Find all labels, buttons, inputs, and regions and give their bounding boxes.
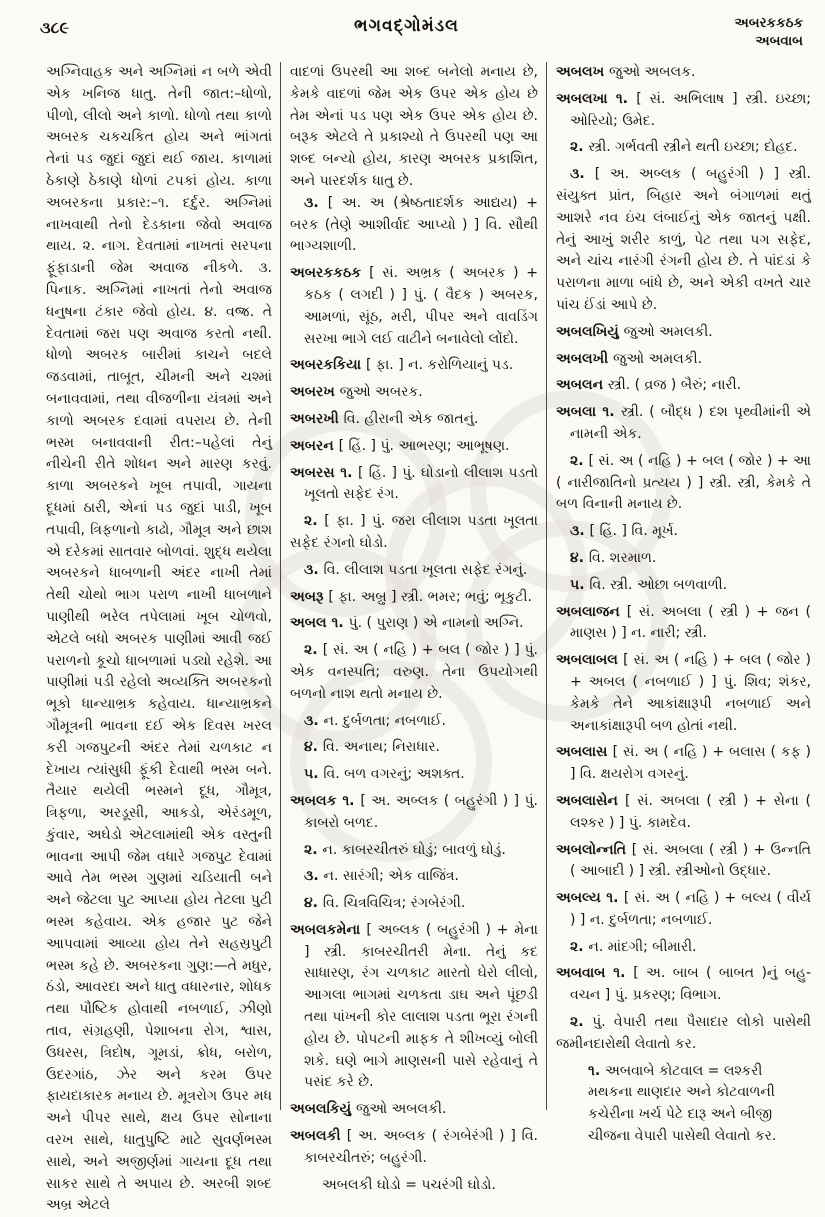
- dictionary-entry: અબલા ૧. સ્ત્રી. ( બૌદ્ધ ) દશ પૃથ્વીમાંની એ નામની એક.: [556, 404, 812, 442]
- headword: અબલ્ય ૧.: [556, 890, 624, 907]
- headword: ૩.: [570, 166, 595, 183]
- page-number: ૩૮૯: [40, 18, 69, 37]
- headword: ૫.: [304, 766, 324, 783]
- entry-sense: ૫. વિ. સ્ત્રી. ઓછા બળવાળી.: [570, 576, 728, 593]
- headword: અબરન: [290, 437, 339, 454]
- entry-sense: ૩. [ હિં. ] વિ. મૂર્ખ.: [570, 523, 679, 540]
- headword: ૨.: [304, 841, 323, 858]
- entry-sense: ૨. [ સં. અ ( નહિ ) + બલ ( જોર ) + આ ( નારીજાતિનો પ્રત્યય ) ] સ્ત્રી. સ્ત્રી, કેમકે તે બળ વિનાની મનાય છે.: [556, 452, 811, 513]
- dictionary-entry: અબરન [ હિં. ] પું. આભરણ; આભૂષણ.: [290, 437, 510, 454]
- headword: અબલા ૧.: [556, 404, 622, 421]
- guide-words: [653, 14, 803, 50]
- text-paragraph: અગ્નિવાહક અને અગ્નિમાં ન બળે એવી એક ખનિજ ધાતુ. તેની જાત:–ધોળો, પીળો, લીલો અને કાળો. ધોળો તથા કાળો અબરક ચકચકિત હોય અને ભાંગતાં તેનાં પડ જુદાં જુદાં થઈ જાય. કાળામાં ઠેકાણે ઠેકાણે ધોળાં ટપકાં હોય. કાળા અબરકના પ્રકાર:–૧. દર્દુર. અગ્નિમાં નાખવાથી તેનો દેડકાના જેવો અવાજ થાય. ૨. નાગ. દેવતામાં નાખતાં સરપના ફૂંફાડાની જેમ અવાજ નીકળે. ૩. પિનાક. અગ્નિમાં નાખતાં તેનો અવાજ ધનુષના ટંકાર જેવો હોય. ૪. વજ્ર. તે દેવતામાં જરા પણ અવાજ કરતો નથી. ધોળો અબરક બારીમાં કાચને બદલે જડવામાં, તાબૂત, ચીમની અને ચશ્માં બનાવવામાં, તથા વીજળીના યંત્રમાં અને કાળો અબરક દવામાં વપરાય છે. તેની ભસ્મ બનાવવાની રીત:–પહેલાં તેનું નીચેની રીતે શોધન અને મારણ કરવું. કાળા અબરકને ખૂબ તપાવી, ગાયના દૂધમાં ઠારી, એનાં પડ જુદાં પાડી, ખૂબ તપાવી, ત્રિફળાનો કાઢો, ગૌમૂત્ર અને છાશ એ દરેકમાં સાતવાર બોળવાં. શુદ્ધ થયેલા અબરકને ધાબળાની અંદર નાખી તેમાં તેથી ચોથો ભાગ પરાળ નાખી ધાબળાને પાણીથી ભરેલ તપેલામાં ખૂબ ચોળવો, એટલે બધો અબરક પાણીમાં આવી જઈ પરાળનો કૂચો ધાબળામાં પડ્યો રહેશે. આ પાણીમાં પડી રહેલો અવ્યક્તિ અબરકનો ભૂકો ધાન્યાભ્રક કહેવાય. ધાન્યાભ્રકને ગૌમૂત્રની ભાવના દઈ એક દિવસ ખરલ કરી ગજપુટની અંદર તેમાં ચળકાટ ન દેખાય ત્યાંસુધી ફૂંકી દેવાથી ભસ્મ બને. તૈયાર થયેલી ભસ્મને દૂધ, ગૌમૂત્ર, ત્રિફળા, અરડૂસી, આકડો, એરંડમૂળ, કુંવાર, અઘેડો એટલામાંથી એક વસ્તુની ભાવના આપી જેમ વધારે ગજપુટ દેવામાં આવે તેમ ભસ્મ ગુણમાં ચડિયાતી બને અને જેટલા પુટ આપ્યા હોય તેટલા પુટી ભસ્મ કહેવાય. એક હજાર પુટ જેને આપવામાં આવ્યા હોય તેને સહસ્રપુટી ભસ્મ કહે છે. અબરકના ગુણ:—તે મધુર, ઠંડો, આવરદા અને ધાતુ વધારનાર, શોધક તથા પૌષ્ટિક હોવાથી નબળાઈ, ઝીણો તાવ, સંગ્રહણી, પેશાબના રોગ, શ્વાસ, ઉધરસ, ત્રિદોષ, ગૂમડાં, ક્રોધ, બરોળ, ઉદરગાંઠ, ઝેર અને કરમ ઉપર ફાયદાકારક મનાય છે. મૂત્રરોગ ઉપર મધ અને પીપર સાથે, ક્ષય ઉપર સોનાના વરખ સાથે, ધાતુપુષ્ટિ માટે સુવર્ણભસ્મ સાથે, અને અજીર્ણમાં ગાયના દૂધ તથા સાકર સાથે તે અપાય છે. અરબી શબ્દ અબ્ર એટલે: [46, 64, 272, 1214]
- headword: અબલખ: [556, 64, 609, 80]
- headword: ૨.: [570, 938, 589, 955]
- dictionary-entry: અબલખા ૧. [ સં. અભિલાષ ] સ્ત્રી. ઇચ્છા; ઓરિયો; ઉમેદ.: [556, 90, 811, 129]
- dictionary-entry: અબવાબ ૧. [ અ. બાબ ( બાબત )નું બહુવચન ] પું. પ્રકરણ; વિભાગ.: [556, 965, 811, 1004]
- idiom-line: અબલકી ઘોડો = પચરંગી ઘોડો.: [322, 1176, 496, 1193]
- entry-sense: ૩. ન. દુર્બળતા; નબળાઈ.: [304, 712, 447, 729]
- dictionary-entry: અબરૂ [ ફા. અબ્રુ ] સ્ત્રી. ભમર; ભવું; ભૃકુટી.: [290, 588, 532, 605]
- headword: અબલખી: [556, 350, 613, 367]
- entry-sense: ૨. ન. કાબરચીતરું ઘોડું; બાવળું ઘોડું.: [304, 841, 506, 858]
- headword: અબલકી: [290, 1128, 347, 1145]
- entry-sense: ૩. [ અ. અ (શ્રેષ્ઠતાદર્શક આદ્યય) + બરક (તેણે આશીર્વાદ આપ્યો ) ] વિ. સૌથી ભાગ્યશાળી.: [290, 194, 538, 255]
- headword: અબવાબ ૧.: [556, 965, 634, 982]
- entry-sense: ૪. વિ. ચિત્રવિચિત્ર; રંગબેરંગી.: [304, 895, 466, 912]
- dictionary-entry: અબલોન્નતિ [ સં. અબલા ( સ્ત્રી ) + ઉન્નતિ ( આબાદી ) ] સ્ત્રી. સ્ત્રીઓનો ઉદ્ધાર.: [556, 841, 811, 880]
- columns-container: [0, 62, 825, 1214]
- guide-word-last: અબવાબ: [755, 33, 803, 49]
- headword: અબલાસેન: [556, 792, 625, 809]
- dictionary-entry: અબરકકઠક [ સં. અભ્રક ( અબરક ) + કઠક ( લગદી ) ] પું. ( વૈદક ) અબરક, આમળાં, સૂંઠ, મરી, પીપર અને વાવડિંગ સરખા ભાગે લઈ વાટીને બનાવેલો લોંદો.: [290, 265, 538, 347]
- column-2: [280, 62, 546, 1193]
- headword: ૪.: [570, 549, 589, 566]
- dictionary-entry: અબરખ જુઓ અબરક.: [290, 384, 423, 401]
- entry-sense: ૨. સ્ત્રી. ગર્ભવતી સ્ત્રીને થતી ઇચ્છા; દોહદ.: [570, 139, 798, 156]
- book-title: ભગવદ્ગોમંડલ: [354, 16, 459, 36]
- headword: અબરખ: [290, 384, 340, 401]
- headword: અબલખા ૧.: [556, 90, 637, 107]
- headword: અબલાસ: [556, 744, 613, 761]
- headword: ૨.: [304, 513, 325, 530]
- dictionary-entry: અબલક ૧. [ અ. અબ્લક ( બહુરંગી ) ] પું. કાબરો બળદ.: [290, 792, 538, 831]
- headword: અબલાજન: [556, 603, 627, 620]
- dictionary-entry: અબલખી જુઓ અમલકી.: [556, 350, 703, 367]
- headword: અબરૂ: [290, 588, 329, 605]
- headword: અબલોન્નતિ: [556, 841, 632, 858]
- entry-sense: ૨. પું. વેપારી તથા પૈસાદાર લોકો પાસેથી જમીનદારોથી લેવાતો કર.: [556, 1014, 811, 1052]
- headword: ૪.: [304, 895, 323, 912]
- headword: ૨.: [304, 642, 323, 659]
- headword: અબલ ૧.: [290, 615, 349, 632]
- dictionary-entry: અબલાસ [ સં. અ ( નહિ ) + બલાસ ( કફ ) ] વિ. ક્ષયરોગ વગરનું.: [556, 744, 811, 783]
- headword: ૩.: [304, 868, 324, 885]
- entry-sense: ૨. [ ફા. ] પું. જરા લીલાશ પડતા ખૂલતા સફેદ રંગનો ઘોડો.: [290, 513, 538, 551]
- entry-sense: ૩. ન. સારંગી; એક વાજિંત્ર.: [304, 868, 459, 885]
- headword: અબરસ ૧.: [290, 464, 359, 481]
- headword: ૨.: [570, 1014, 593, 1031]
- dictionary-entry: અબલ્ય ૧. [ સં. અ ( નહિ ) + બલ્ય ( વીર્ય ) ] ન. દુર્બળતા; નબળાઈ.: [556, 890, 812, 928]
- entry-sense: ૨. ન. માંદગી; બીમારી.: [570, 938, 697, 955]
- headword: અબલકિયું: [290, 1101, 356, 1118]
- entry-sense: ૩. વિ. લીલાશ પડતા ખૂલતા સફેદ રંગનું.: [304, 561, 528, 578]
- headword: ૧.: [588, 1062, 606, 1079]
- dictionary-entry: અબલાબલ [ સં. અ ( નહિ ) + બલ ( જોર ) + અબલ ( નબળાઈ ) ] પું. શિવ; શંકર, કેમકે તેને આકાંક્ષારૂપી નબળાઈ અને અનાકાંક્ષારૂપી બળ હોતાં નથી.: [556, 652, 811, 734]
- dictionary-entry: અબલાજન [ સં. અબલા ( સ્ત્રી ) + જન ( માણસ ) ] ન. નારી; સ્ત્રી.: [556, 603, 811, 642]
- headword: ૫.: [570, 576, 590, 593]
- column-3: [546, 62, 815, 1145]
- headword: ૩.: [304, 712, 324, 729]
- dictionary-entry: અબલ ૧. પું. ( પુરાણ ) એ નામનો અગ્નિ.: [290, 615, 524, 632]
- dictionary-entry: અબલકમેના [ અબ્લક ( બહુરંગી ) + મેના ] સ્ત્રી. કાબરચીતરી મેના. તેનું કદ સાધારણ, રંગ ચળકાટ મારતો ઘેરો લીલો, આગલા ભાગમાં ચળકતા ડાઘ અને પૂંછડી તથા પાંખની કોર લાલાશ પડતા ભૂરા રંગની હોય છે. પોપટની માફક તે શીખવ્યું બોલી શકે. ઘણે ભાગે માણસની પાસે રહેવાનું તે પસંદ કરે છે.: [290, 921, 538, 1091]
- dictionary-entry: અબલખિયું જુઓ અમલકી.: [556, 323, 713, 340]
- headword: ૩.: [304, 561, 324, 578]
- dictionary-entry: અબરકકિયા [ ફા. ] ન. કરોળિયાનું પડ.: [290, 357, 514, 374]
- entry-sense: ૪. વિ. અનાથ; નિરાધાર.: [304, 739, 440, 756]
- headword: અબરકકિયા: [290, 357, 366, 374]
- dictionary-entry: અબલખ જુઓ અબલક.: [556, 64, 696, 80]
- entry-sense: ૩. [ અ. અબ્લક ( બહુરંગી ) ] સ્ત્રી. સંયુક્ત પ્રાંત, બિહાર અને બંગાળમાં થતું આશરે નવ ઇંચ લંબાઈનું એક જાતનું પક્ષી. તેનું આખું શરીર કાળું, પેટ તથા પગ સફેદ, અને ચાંચ નારંગી રંગની હોય છે. તે પાંદડાં કે પરાળના માળા બાંધે છે, અને એકી વખતે ચાર પાંચ ઈંડાં આપે છે.: [556, 166, 811, 313]
- headword: ૨.: [570, 139, 589, 156]
- dictionary-entry: અબલાસેન [ સં. અબલા ( સ્ત્રી ) + સેના ( લશ્કર ) ] પું. કામદેવ.: [556, 792, 811, 831]
- headword: અબલાબલ: [556, 652, 624, 669]
- headword: ૪.: [304, 739, 323, 756]
- headword: ૨.: [570, 452, 589, 469]
- dictionary-entry: અબરખી વિ. હીરાની એક જાતનું.: [290, 410, 479, 427]
- headword: અબલન: [556, 377, 608, 394]
- headword: અબરખી: [290, 410, 344, 427]
- entry-sense: ૪. વિ. શરમાળ.: [570, 549, 657, 566]
- headword: ૩.: [570, 523, 590, 540]
- idiom-line: ૧. અબવાબે કોટવાલ = લશ્કરી મથકના થાણદાર અને કોટવાળની કચેરીના ખર્ચ પેટે દારૂ અને બીજી ચીજના વેપારી પાસેથી લેવાતો કર.: [588, 1062, 777, 1145]
- guide-word-first: અબરકકઠક: [734, 15, 803, 31]
- dictionary-entry: અબલકિયું જુઓ અબલકી.: [290, 1101, 447, 1118]
- dictionary-entry: અબલન સ્ત્રી. ( વ્રજ ) બૈરું; નારી.: [556, 377, 742, 394]
- headword: ૩.: [304, 194, 328, 211]
- dictionary-entry: અબલકી [ અ. અબ્લક ( રંગબેરંગી ) ] વિ. કાબરચીતરું; બહુરંગી.: [290, 1128, 538, 1166]
- dictionary-entry: અબરસ ૧. [ હિં. ] પું. ઘોડાનો લીલાશ પડતો ખૂલતો સફેદ રંગ.: [290, 464, 538, 503]
- column-1: [46, 62, 280, 1214]
- entry-sense: ૫. વિ. બળ વગરનું; અશક્ત.: [304, 766, 465, 783]
- headword: અબરકકઠક: [290, 265, 370, 282]
- headword: અબલક ૧.: [290, 792, 361, 809]
- page-header: [0, 14, 825, 60]
- text-paragraph: વાદળાં ઉપરથી આ શબ્દ બનેલો મનાય છે, કેમકે વાદળાં જેમ એક ઉપર એક હોય છે તેમ એનાં પડ પણ એક ઉપર એક હોય છે. બરૂક એટલે તે પ્રકાશ્યો તે ઉપરથી પણ આ શબ્દ બન્યો હોય, કારણ અબરક પ્રકાશિત, અને પારદર્શક ધાતુ છે.: [290, 64, 538, 189]
- headword: અબલકમેના: [290, 921, 367, 938]
- entry-sense: ૨. [ સં. અ ( નહિ ) + બલ ( જોર ) ] પું. એક વનસ્પતિ; વરુણ. તેના ઉપયોગથી બળનો નાશ થતો મનાય છે.: [290, 642, 539, 702]
- headword: અબલખિયું: [556, 323, 624, 340]
